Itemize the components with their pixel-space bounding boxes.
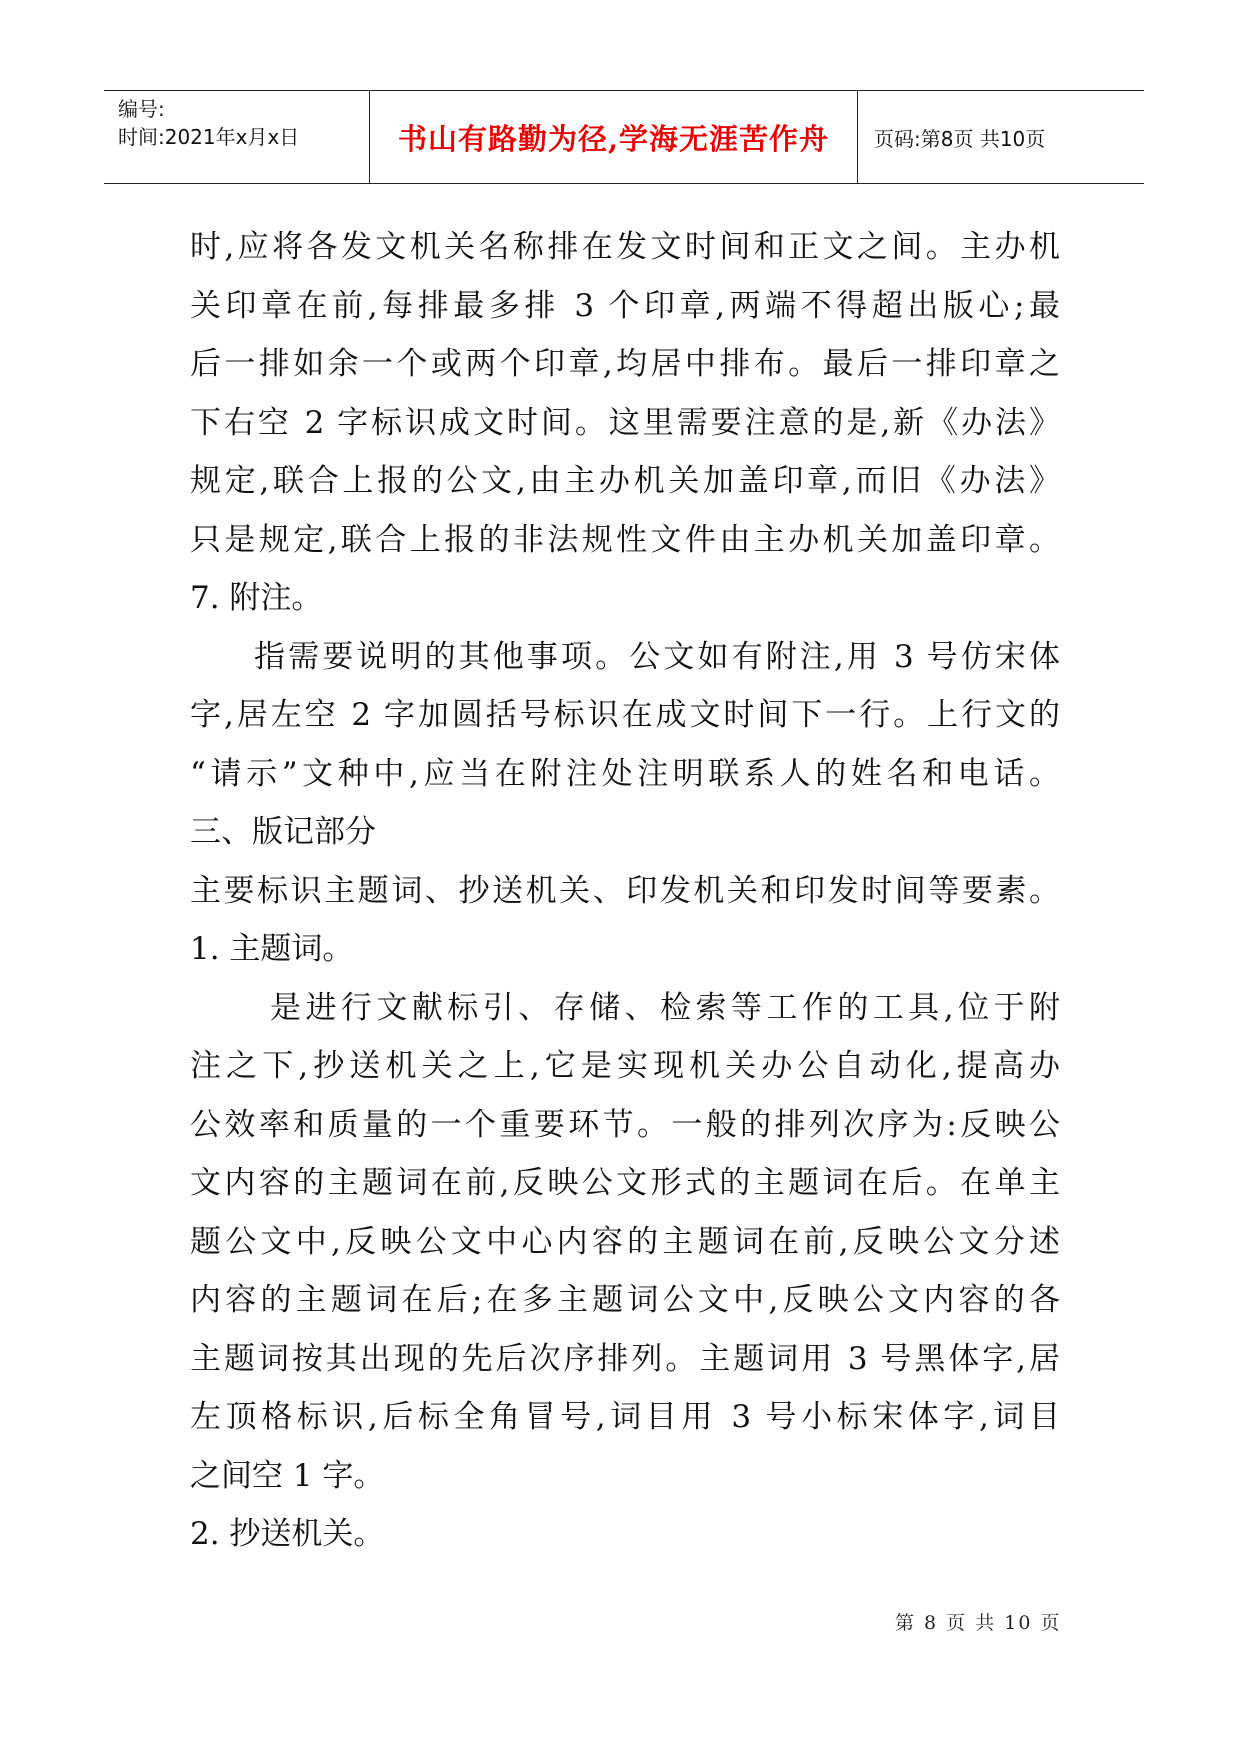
body-line: 字,居左空 2 字加圆括号标识在成文时间下一行。上行文的 [190,697,1060,733]
body-line: 左顶格标识,后标全角冒号,词目用 3 号小标宋体字,词目 [190,1399,1060,1435]
body-line: 主要标识主题词、抄送机关、印发机关和印发时间等要素。 [190,872,1060,909]
body-line: 注之下,抄送机关之上,它是实现机关办公自动化,提高办 [190,1048,1060,1084]
header-motto: 书山有路勤为径,学海无涯苦作舟 [397,122,830,156]
body-line: 后一排如余一个或两个印章,均居中排布。最后一排印章之 [190,346,1060,382]
body-line: 只是规定,联合上报的非法规性文件由主办机关加盖印章。 [190,521,1060,558]
document-number-label: 编号: [118,97,165,121]
body-line: “请示”文种中,应当在附注处注明联系人的姓名和电话。 [190,755,1060,792]
body-line: 三、版记部分 [190,814,376,850]
header-motto-cell [369,91,858,183]
body-line: 内容的主题词在后;在多主题词公文中,反映公文内容的各 [190,1282,1060,1318]
body-line: 指需要说明的其他事项。公文如有附注,用 3 号仿宋体 [254,638,1060,675]
page-footer: 第 8 页 共 10 页 [895,1612,1062,1634]
body-line: 1. 主题词。 [190,931,354,967]
body-line: 文内容的主题词在前,反映公文形式的主题词在后。在单主 [190,1165,1060,1201]
body-line: 2. 抄送机关。 [190,1516,385,1552]
page-header [104,90,1144,184]
body-line: 题公文中,反映公文中心内容的主题词在前,反映公文分述 [190,1223,1060,1260]
body-line: 规定,联合上报的公文,由主办机关加盖印章,而旧《办法》 [190,463,1060,499]
body-line: 是进行文献标引、存储、检索等工作的工具,位于附 [270,989,1060,1026]
body-line: 公效率和质量的一个重要环节。一般的排列次序为:反映公 [190,1106,1060,1143]
header-page-number: 页码:第8页 共10页 [874,127,1046,151]
body-line: 主题词按其出现的先后次序排列。主题词用 3 号黑体字,居 [190,1340,1060,1377]
header-page-cell [858,91,1144,183]
body-line: 之间空 1 字。 [190,1457,385,1494]
body-line: 关印章在前,每排最多排 3 个印章,两端不得超出版心;最 [190,287,1060,324]
body-line: 7. 附注。 [190,580,323,616]
header-info-cell [104,91,369,183]
document-body [190,218,1060,1564]
body-line: 下右空 2 字标识成文时间。这里需要注意的是,新《办法》 [190,404,1060,441]
document-time-label: 时间:2021年x月x日 [118,125,300,149]
body-line: 时,应将各发文机关名称排在发文时间和正文之间。主办机 [190,229,1060,265]
